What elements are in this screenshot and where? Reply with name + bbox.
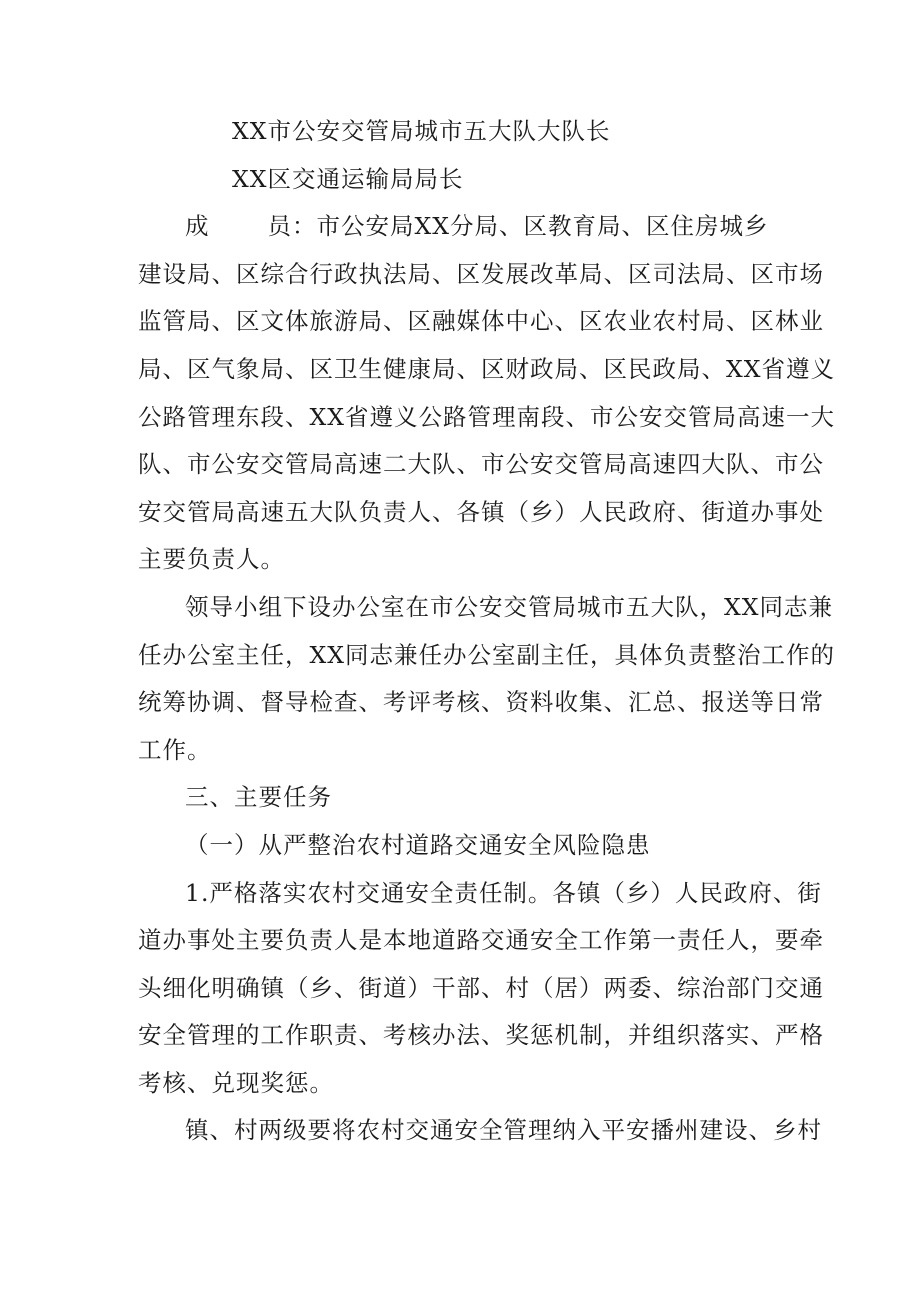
members-first-line (138, 203, 792, 251)
members-text: 市公安局XX分局、区教育局、区住房城乡 (316, 212, 769, 241)
leader-line: XX市公安交管局城市五大队大队长 (232, 117, 611, 145)
members-line: 安交管局高速五大队负责人、各镇（乡）人民政府、街道办事处 (138, 497, 824, 526)
last-paragraph-line: 镇、村两级要将农村交通安全管理纳入平安播州建设、乡村 (185, 1116, 822, 1145)
item1-line: 道办事处主要负责人是本地道路交通安全工作第一责任人，要牵 (138, 926, 824, 955)
members-line: 建设局、区综合行政执法局、区发展改革局、区司法局、区市场 (138, 259, 824, 288)
item1-line: 头细化明确镇（乡、街道）干部、村（居）两委、综治部门交通 (138, 973, 824, 1002)
members-line: 队、市公安交管局高速二大队、市公安交管局高速四大队、市公 (138, 450, 824, 479)
members-label: 成 (185, 212, 210, 241)
document-body (138, 108, 835, 1155)
office-line: 统筹协调、督导检查、考评考核、资料收集、汇总、报送等日常 (138, 688, 824, 717)
subsection-heading: （一）从严整治农村道路交通安全风险隐患 (185, 830, 651, 859)
leader-line: XX区交通运输局局长 (232, 164, 464, 193)
members-line: 局、区气象局、区卫生健康局、区财政局、区民政局、XX省遵义 (138, 354, 835, 383)
office-line: 领导小组下设办公室在市公安交管局城市五大队，XX同志兼 (185, 592, 833, 621)
members-line: 公路管理东段、XX省遵义公路管理南段、市公安交管局高速一大 (138, 402, 835, 431)
item1-line: 1.严格落实农村交通安全责任制。各镇（乡）人民政府、街 (185, 878, 822, 907)
members-line: 主要负责人。 (138, 545, 285, 574)
item1-line: 安全管理的工作职责、考核办法、奖惩机制，并组织落实、严格 (138, 1021, 824, 1050)
members-line: 监管局、区文体旅游局、区融媒体中心、区农业农村局、区林业 (138, 307, 824, 336)
members-label-suffix: 员： (267, 212, 317, 241)
item1-line: 考核、兑现奖惩。 (138, 1068, 334, 1097)
office-line: 任办公室主任，XX同志兼任办公室副主任，具体负责整治工作的 (138, 640, 835, 669)
section-heading: 三、主要任务 (185, 783, 332, 812)
office-line: 工作。 (138, 735, 212, 764)
